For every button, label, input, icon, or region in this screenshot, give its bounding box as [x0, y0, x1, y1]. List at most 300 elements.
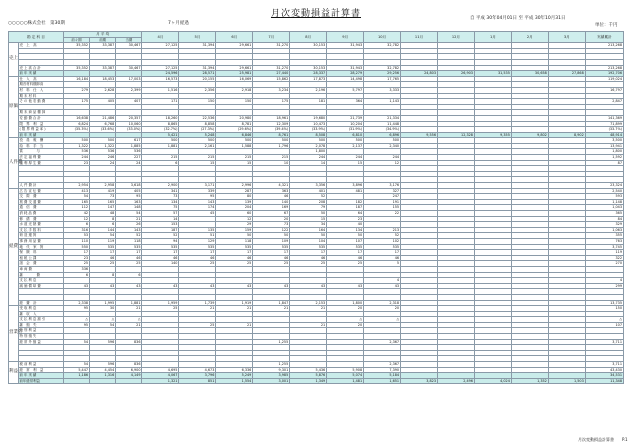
- value-cell: 20,155: [179, 76, 216, 82]
- value-cell: 18,453: [90, 76, 116, 82]
- value-cell: 8: [90, 272, 116, 278]
- value-cell: 1,885: [116, 143, 142, 149]
- value-cell: 95: [179, 194, 216, 200]
- account-header: 勘 定 科 目: [9, 32, 64, 43]
- value-cell: 150: [216, 99, 253, 105]
- value-cell: 287: [216, 188, 253, 194]
- value-cell: 26,903: [437, 71, 474, 77]
- value-cell: 851: [179, 378, 216, 384]
- section-label: 利益: [9, 362, 19, 384]
- value-cell: (33.6%): [90, 127, 116, 133]
- value-cell: 57: [142, 211, 179, 217]
- value-cell: 54: [90, 233, 116, 239]
- value-cell: 32,782: [364, 43, 401, 49]
- value-cell: 169: [253, 205, 290, 211]
- row-label: 地 代 家 賃: [18, 244, 63, 250]
- value-cell: 535: [90, 244, 116, 250]
- value-cell: 119: [585, 250, 623, 256]
- value-cell: 4: [364, 278, 401, 284]
- value-cell: 2,078: [290, 143, 327, 149]
- value-cell: 54: [116, 211, 142, 217]
- value-cell: 339: [179, 188, 216, 194]
- footer-label: 月次変動損益計算書: [578, 437, 614, 442]
- value-cell: 155: [364, 205, 401, 211]
- value-cell: 227: [116, 155, 142, 161]
- value-cell: 481: [327, 188, 364, 194]
- value-cell: 3,745: [585, 244, 623, 250]
- row-label: 限 界 利 益: [18, 121, 63, 127]
- value-cell: 419: [90, 188, 116, 194]
- value-cell: 159: [216, 227, 253, 233]
- value-cell: 46: [253, 194, 290, 200]
- value-cell: 5,248: [179, 132, 216, 138]
- value-cell: 73: [253, 222, 290, 228]
- value-cell: 143: [116, 227, 142, 233]
- row-label: 期首材料棚卸高: [18, 82, 63, 88]
- value-cell: 23: [63, 160, 89, 166]
- value-cell: 17,765: [364, 76, 401, 82]
- value-cell: 3,234: [253, 87, 290, 93]
- value-cell: 16,638: [63, 115, 89, 121]
- value-cell: 14: [142, 216, 179, 222]
- value-cell: 119,024: [585, 76, 623, 82]
- value-cell: 30,658: [511, 71, 548, 77]
- row-label: 水 道 光 熱 費: [18, 222, 63, 228]
- value-cell: 174: [179, 205, 216, 211]
- value-cell: 175: [63, 99, 89, 105]
- value-cell: 16,797: [585, 87, 623, 93]
- value-cell: 2,958: [90, 183, 116, 189]
- value-cell: 191: [364, 199, 401, 205]
- value-cell: 139: [216, 199, 253, 205]
- value-cell: 17: [90, 250, 116, 256]
- value-cell: 6,336: [216, 367, 253, 373]
- fiscal-progress: 7ヶ月経過: [168, 21, 189, 26]
- value-cell: 33,387: [90, 65, 116, 71]
- value-cell: 1,322: [63, 143, 89, 149]
- value-cell: 182: [327, 199, 364, 205]
- row-label: 消 耗 品 費: [18, 211, 63, 217]
- value-cell: 17,003: [116, 76, 142, 82]
- value-cell: 8,902: [548, 132, 585, 138]
- value-cell: 52: [364, 233, 401, 239]
- value-cell: 24,596: [142, 71, 179, 77]
- row-label: 雑 損 失: [18, 322, 63, 328]
- value-cell: 21: [179, 306, 216, 312]
- value-cell: (33.0%): [116, 127, 142, 133]
- row-label: 給 料 手 当: [18, 143, 63, 149]
- row-label: 前 年 実 績: [18, 373, 63, 379]
- value-cell: 500: [290, 138, 327, 144]
- value-cell: 10: [253, 160, 290, 166]
- value-cell: 50: [216, 233, 253, 239]
- value-cell: 187: [327, 205, 364, 211]
- value-cell: 21,334: [364, 115, 401, 121]
- value-cell: 25,981: [216, 71, 253, 77]
- value-cell: 322: [585, 255, 623, 261]
- value-cell: 140: [142, 261, 179, 267]
- value-cell: 5,447: [63, 367, 89, 373]
- value-cell: 52: [116, 233, 142, 239]
- value-cell: 6,810: [327, 132, 364, 138]
- value-cell: 46: [216, 255, 253, 261]
- value-cell: 31,394: [179, 65, 216, 71]
- value-cell: 46: [90, 255, 116, 261]
- value-cell: 2,153: [290, 300, 327, 306]
- row-label: 支 払 手 数 料: [18, 227, 63, 233]
- value-cell: 15: [290, 216, 327, 222]
- value-cell: 27,440: [253, 71, 290, 77]
- value-cell: 3,001: [253, 378, 290, 384]
- value-cell: 43: [179, 283, 216, 289]
- row-label: 売 上 高: [18, 43, 63, 49]
- value-cell: 17: [216, 250, 253, 256]
- value-cell: (33.7%): [585, 127, 623, 133]
- value-cell: 27,125: [142, 43, 179, 49]
- month-header: 10月: [364, 32, 401, 43]
- value-cell: 401: [290, 188, 327, 194]
- value-cell: 2,628: [90, 87, 116, 93]
- value-cell: 46: [364, 255, 401, 261]
- row-label: 材 料 仕 入: [18, 87, 63, 93]
- row-label: 賞 与: [18, 149, 63, 155]
- value-cell: 500: [364, 138, 401, 144]
- row-label: 保 険 料: [18, 250, 63, 256]
- value-cell: 95: [63, 306, 89, 312]
- value-cell: 25: [253, 261, 290, 267]
- row-label: 特 別 利 益: [18, 328, 63, 334]
- value-cell: 215: [142, 155, 179, 161]
- value-cell: 25: [327, 261, 364, 267]
- row-label: 荷 造 運 賃: [18, 233, 63, 239]
- value-cell: 21: [216, 322, 253, 328]
- value-cell: 1,063: [585, 227, 623, 233]
- value-cell: 596: [90, 339, 116, 345]
- value-cell: 4,067: [142, 373, 179, 379]
- row-label: 支 払 利 息: [18, 278, 63, 284]
- value-cell: 79: [290, 205, 327, 211]
- value-cell: 35,352: [63, 43, 89, 49]
- value-cell: 1,919: [216, 300, 253, 306]
- row-label: 租 税 公 課: [18, 255, 63, 261]
- value-cell: 19,680: [290, 115, 327, 121]
- value-cell: 18,961: [253, 115, 290, 121]
- value-cell: 341: [142, 188, 179, 194]
- value-cell: 29,661: [216, 65, 253, 71]
- subheader-cell: 前期: [90, 37, 116, 43]
- value-cell: 24,803: [401, 71, 438, 77]
- row-label: 福 利 厚 生 費: [18, 160, 63, 166]
- value-cell: 2,356: [179, 87, 216, 93]
- value-cell: 244: [327, 155, 364, 161]
- value-cell: 2,196: [290, 87, 327, 93]
- value-cell: 104: [290, 238, 327, 244]
- value-cell: 1,321: [142, 378, 179, 384]
- value-cell: 4,673: [179, 367, 216, 373]
- value-cell: 53: [63, 233, 89, 239]
- value-cell: 25: [90, 261, 116, 267]
- value-cell: 535: [216, 244, 253, 250]
- value-cell: 21: [253, 306, 290, 312]
- value-cell: 1,959: [142, 300, 179, 306]
- value-cell: 2,847: [585, 99, 623, 105]
- income-statement-table: [8, 31, 624, 433]
- value-cell: 119: [90, 238, 116, 244]
- value-cell: 27,125: [142, 65, 179, 71]
- value-cell: 617: [116, 138, 142, 144]
- value-cell: 836: [116, 339, 142, 345]
- value-cell: 54: [63, 339, 89, 345]
- value-cell: 5,908: [327, 367, 364, 373]
- value-cell: 9,556: [401, 132, 438, 138]
- row-label: 前 年 実 績: [18, 132, 63, 138]
- value-cell: 2,367: [364, 339, 401, 345]
- value-cell: 29: [216, 222, 253, 228]
- value-cell: 2,900: [142, 183, 179, 189]
- value-cell: 7,390: [364, 367, 401, 373]
- value-cell: 535: [290, 244, 327, 250]
- value-cell: 46: [290, 255, 327, 261]
- value-cell: 26: [116, 222, 142, 228]
- value-cell: 329: [585, 222, 623, 228]
- value-cell: 87: [585, 160, 623, 166]
- value-cell: 95: [116, 194, 142, 200]
- month-header: 2月: [511, 32, 548, 43]
- value-cell: 2,367: [364, 362, 401, 368]
- value-cell: 3,171: [179, 183, 216, 189]
- value-cell: 1,186: [63, 373, 89, 379]
- value-cell: 13,735: [585, 300, 623, 306]
- value-cell: 593: [585, 194, 623, 200]
- value-cell: 40: [327, 222, 364, 228]
- value-cell: 5,797: [327, 87, 364, 93]
- value-cell: 8,865: [142, 121, 179, 127]
- value-cell: 11,348: [585, 378, 623, 384]
- value-cell: 50: [253, 233, 290, 239]
- value-cell: 10,204: [327, 121, 364, 127]
- value-cell: 1,881: [116, 300, 142, 306]
- value-cell: 3,711: [585, 339, 623, 345]
- subheader-cell: 当期: [116, 37, 142, 43]
- value-cell: 596: [90, 362, 116, 368]
- value-cell: 16,573: [142, 76, 179, 82]
- value-cell: 25: [116, 261, 142, 267]
- value-cell: 17: [253, 250, 290, 256]
- value-cell: 17: [327, 250, 364, 256]
- row-label: 修 繕 費: [18, 216, 63, 222]
- value-cell: 2,496: [437, 378, 474, 384]
- value-cell: 405: [116, 188, 142, 194]
- value-cell: 48: [90, 211, 116, 217]
- value-cell: 30,153: [290, 43, 327, 49]
- value-cell: 50: [290, 211, 327, 217]
- value-cell: 17: [116, 250, 142, 256]
- value-cell: 244: [364, 155, 401, 161]
- report-period: 自 平成 30年04月01日 至 平成 30年10月31日: [470, 16, 566, 21]
- row-label: 特 別 損 失: [18, 334, 63, 340]
- value-cell: 51: [179, 233, 216, 239]
- value-cell: 30,153: [290, 65, 327, 71]
- row-label: 期 末 商 品 棚 卸: [18, 110, 63, 116]
- value-cell: 2,996: [216, 183, 253, 189]
- value-cell: 9,355: [474, 132, 511, 138]
- value-cell: [90, 378, 116, 384]
- value-cell: 122: [253, 227, 290, 233]
- value-cell: 112: [63, 205, 89, 211]
- value-cell: 1,316: [90, 373, 116, 379]
- month-header: 7月: [253, 32, 290, 43]
- value-cell: 763: [585, 238, 623, 244]
- value-cell: 181: [290, 99, 327, 105]
- value-cell: 24: [116, 160, 142, 166]
- value-cell: 80: [216, 194, 253, 200]
- value-cell: 25: [290, 261, 327, 267]
- value-cell: 118: [216, 238, 253, 244]
- value-cell: 14,498: [327, 76, 364, 82]
- value-cell: 148: [116, 205, 142, 211]
- value-cell: 43: [216, 283, 253, 289]
- value-cell: 550: [63, 244, 89, 250]
- value-cell: 213,268: [585, 65, 623, 71]
- value-cell: 535: [364, 244, 401, 250]
- value-cell: 1,322: [90, 143, 116, 149]
- value-cell: 15,862: [253, 76, 290, 82]
- section-label: 人件費: [9, 138, 19, 188]
- value-cell: △: [327, 317, 364, 323]
- value-cell: 33,387: [90, 43, 116, 49]
- month-header: 9月: [327, 32, 364, 43]
- value-cell: 45: [179, 211, 216, 217]
- value-cell: 165: [90, 199, 116, 205]
- value-cell: 407: [116, 99, 142, 105]
- value-cell: 23: [63, 255, 89, 261]
- value-cell: 4,149: [116, 373, 142, 379]
- value-cell: 109: [253, 238, 290, 244]
- row-label: 経 常 外 損 益: [18, 339, 63, 345]
- value-cell: [116, 378, 142, 384]
- row-label: 経 常 利 益: [18, 367, 63, 373]
- row-label: 広 告 宣 伝 費: [18, 188, 63, 194]
- value-cell: 6: [63, 222, 89, 228]
- value-cell: 10,060: [116, 121, 142, 127]
- row-label: 変 動 費 合 計: [18, 115, 63, 121]
- value-cell: 1,651: [364, 378, 401, 384]
- value-cell: (39.4%): [253, 127, 290, 133]
- value-cell: 2,399: [116, 87, 142, 93]
- value-cell: 6,900: [116, 367, 142, 373]
- row-label: 人 件 費 計: [18, 183, 63, 189]
- total-header: 実績累計: [585, 32, 623, 43]
- header-row: [9, 32, 624, 38]
- section-label: 経費: [9, 188, 19, 305]
- row-label: 雑 収 入: [18, 311, 63, 317]
- value-cell: 215: [216, 155, 253, 161]
- value-cell: 50: [290, 233, 327, 239]
- value-cell: 336: [63, 266, 89, 272]
- value-cell: 8,761: [253, 132, 290, 138]
- value-cell: 3,356: [290, 183, 327, 189]
- value-cell: 25: [216, 261, 253, 267]
- value-cell: 12: [63, 216, 89, 222]
- value-cell: 1,800: [585, 149, 623, 155]
- value-cell: 213,268: [585, 43, 623, 49]
- value-cell: [63, 378, 89, 384]
- value-cell: 405: [90, 99, 116, 105]
- value-cell: 22: [364, 211, 401, 217]
- row-label: 車 両 費: [18, 266, 63, 272]
- value-cell: 21: [116, 322, 142, 328]
- value-cell: 12,328: [437, 132, 474, 138]
- value-cell: 48,914: [585, 132, 623, 138]
- value-cell: 1,352: [511, 378, 548, 384]
- value-cell: 5,249: [216, 373, 253, 379]
- value-cell: 6: [90, 222, 116, 228]
- section-label: 売上: [9, 43, 19, 77]
- value-cell: 171: [142, 99, 179, 105]
- value-cell: 73: [90, 194, 116, 200]
- value-cell: 327: [364, 188, 401, 194]
- value-cell: 500: [253, 138, 290, 144]
- value-cell: 141,369: [585, 115, 623, 121]
- value-cell: 4,695: [142, 367, 179, 373]
- value-cell: 27,868: [548, 71, 585, 77]
- value-cell: 16,184: [63, 76, 89, 82]
- value-cell: 28,571: [179, 71, 216, 77]
- value-cell: 20: [253, 216, 290, 222]
- value-cell: 17: [142, 250, 179, 256]
- report-unit: 単位：千円: [595, 23, 618, 28]
- value-cell: 29,256: [364, 71, 401, 77]
- value-cell: 20: [364, 306, 401, 312]
- value-cell: 23: [327, 216, 364, 222]
- value-cell: 15: [179, 160, 216, 166]
- value-cell: 2,340: [364, 143, 401, 149]
- value-cell: 54: [63, 362, 89, 368]
- value-cell: 5,184: [364, 373, 401, 379]
- row-label: 受 取 利 息: [18, 306, 63, 312]
- value-cell: 34: [290, 222, 327, 228]
- value-cell: 11,448: [364, 121, 401, 127]
- value-cell: △: [63, 317, 89, 323]
- value-cell: 34,531: [585, 373, 623, 379]
- value-cell: 5: [364, 261, 401, 267]
- value-cell: 43: [327, 283, 364, 289]
- value-cell: 244: [290, 155, 327, 161]
- value-cell: 12: [216, 216, 253, 222]
- value-cell: 500: [142, 138, 179, 144]
- value-cell: 32,782: [364, 65, 401, 71]
- value-cell: 364: [327, 99, 364, 105]
- value-cell: △: [116, 317, 142, 323]
- value-cell: 35,352: [63, 65, 89, 71]
- value-cell: 164: [290, 227, 327, 233]
- value-cell: 175: [253, 99, 290, 105]
- value-cell: 1,800: [290, 149, 327, 155]
- value-cell: 316: [63, 227, 89, 233]
- value-cell: 25: [142, 306, 179, 312]
- value-cell: 5,876: [290, 373, 327, 379]
- row-label: 前 年 実 績: [18, 71, 63, 77]
- value-cell: 3,985: [253, 373, 290, 379]
- value-cell: 134: [327, 227, 364, 233]
- value-cell: 75: [142, 205, 179, 211]
- row-label: そ の 他 変 動 費: [18, 99, 63, 105]
- value-cell: 500: [63, 138, 89, 144]
- value-cell: 46: [116, 255, 142, 261]
- value-cell: 54: [90, 322, 116, 328]
- value-cell: 535: [116, 244, 142, 250]
- value-cell: 150: [179, 99, 216, 105]
